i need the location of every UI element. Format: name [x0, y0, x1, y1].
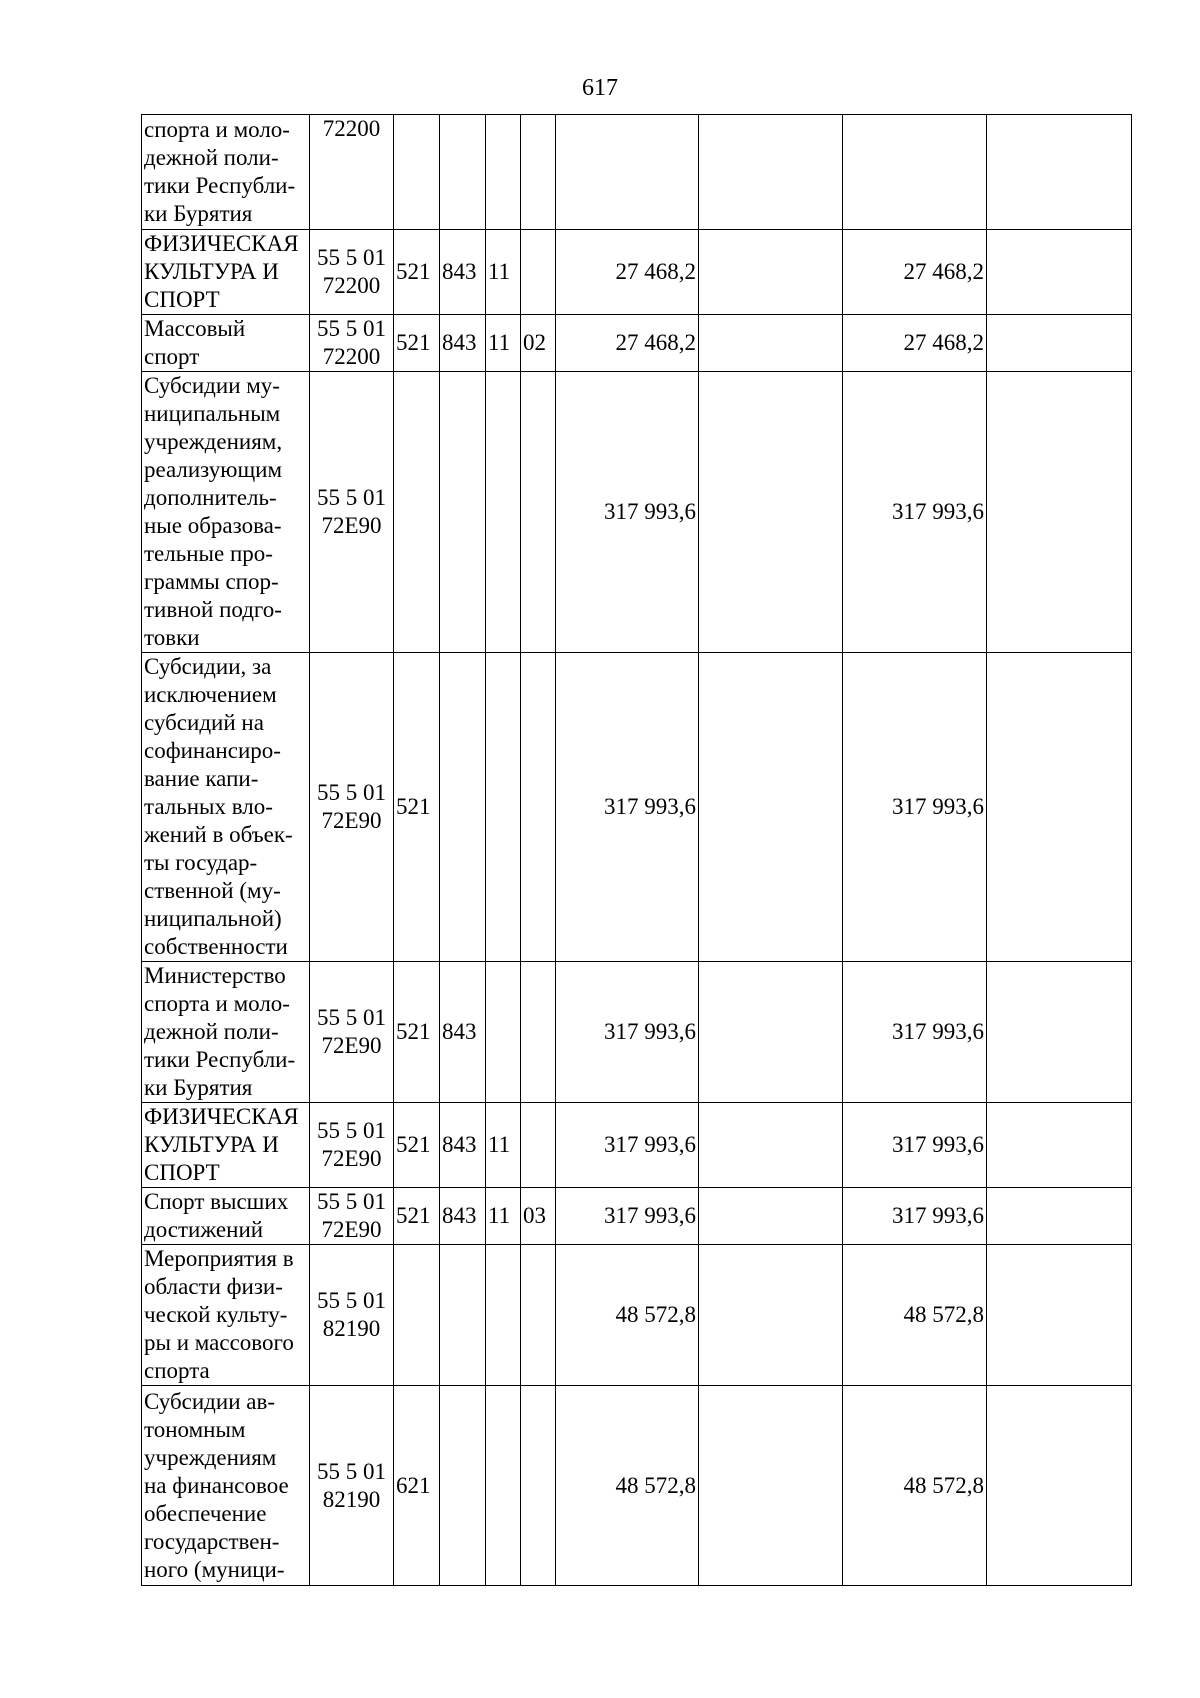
section-code-cell: 11 [486, 315, 521, 372]
expense-name-cell [142, 230, 310, 315]
expense-name-cell [142, 372, 310, 653]
section-code-cell [486, 115, 521, 230]
expense-name-line: учреждениям [144, 1444, 277, 1470]
subsection-code-cell [521, 372, 556, 653]
expense-name-cell [142, 1188, 310, 1245]
table-row [142, 315, 1132, 372]
expense-name-line: Спорт высших [144, 1189, 289, 1214]
amount-cell [699, 372, 843, 653]
target-code-cell [310, 1103, 394, 1188]
target-code-line: 82190 [322, 1486, 381, 1512]
amount-cell: 317 993,6 [556, 653, 699, 962]
expense-name-line: тономным [144, 1416, 246, 1442]
expense-name-line: на финансовое [144, 1472, 289, 1498]
section-code-cell: 11 [486, 1103, 521, 1188]
amount-cell [699, 230, 843, 315]
amount-cell: 317 993,6 [843, 1188, 987, 1245]
ministry-code-cell: 843 [440, 1188, 486, 1245]
expense-name-line: СПОРТ [144, 287, 220, 312]
target-code-cell [310, 1188, 394, 1245]
expense-type-cell [394, 115, 440, 230]
target-code-line: 55 5 01 [317, 780, 386, 805]
target-code-line: 55 5 01 [317, 1288, 386, 1313]
expense-name-line: тальных вло- [144, 794, 273, 819]
table-row [142, 230, 1132, 315]
expense-name-cell [142, 962, 310, 1103]
expense-name-line: ные образова- [144, 513, 282, 538]
expense-name-line: СПОРТ [144, 1160, 220, 1185]
expense-type-cell [394, 372, 440, 653]
ministry-code-cell [440, 115, 486, 230]
amount-cell [987, 230, 1132, 315]
table-row [142, 962, 1132, 1103]
amount-cell [987, 315, 1132, 372]
amount-cell: 27 468,2 [556, 230, 699, 315]
amount-cell [987, 1245, 1132, 1386]
amount-cell [699, 1386, 843, 1586]
expense-name-line: тики Республи- [144, 1047, 296, 1072]
expense-name-line: КУЛЬТУРА И [144, 259, 279, 284]
target-code-line: 55 5 01 [317, 245, 386, 270]
amount-cell: 27 468,2 [556, 315, 699, 372]
expense-name-line: спорта и моло- [144, 117, 290, 142]
amount-cell [987, 115, 1132, 230]
expense-name-line: спорта и моло- [144, 991, 290, 1016]
expense-name-line: обеспечение [144, 1500, 267, 1526]
subsection-code-cell [521, 115, 556, 230]
table-row [142, 1386, 1132, 1586]
expense-name-line: реализующим [144, 457, 283, 482]
amount-cell [987, 962, 1132, 1103]
amount-cell [987, 1103, 1132, 1188]
ministry-code-cell: 843 [440, 315, 486, 372]
target-code-cell [310, 115, 394, 230]
target-code-cell [310, 1245, 394, 1386]
amount-cell [699, 1103, 843, 1188]
expense-name-line: области физи- [144, 1274, 283, 1299]
target-code-cell [310, 372, 394, 653]
expense-name-line: тики Республи- [144, 173, 296, 198]
expense-type-cell: 521 [394, 1188, 440, 1245]
expense-name-line: учреждениям, [144, 429, 283, 454]
table-row [142, 1188, 1132, 1245]
expense-name-line: Мероприятия в [144, 1246, 294, 1271]
target-code-line: 72E90 [321, 513, 382, 538]
ministry-code-cell [440, 653, 486, 962]
target-code-line: 55 5 01 [317, 1005, 386, 1030]
target-code-line: 55 5 01 [317, 316, 386, 341]
expense-name-line: ки Бурятия [144, 1075, 253, 1100]
expense-name-line: жений в объек- [144, 822, 293, 847]
expense-name-cell [142, 1103, 310, 1188]
section-code-cell [486, 372, 521, 653]
expense-name-line: дежной поли- [144, 145, 279, 170]
expense-name-cell [142, 653, 310, 962]
table-body [142, 115, 1132, 1586]
section-code-cell: 11 [486, 230, 521, 315]
expense-name-cell [142, 1245, 310, 1386]
amount-cell [699, 115, 843, 230]
ministry-code-cell: 843 [440, 230, 486, 315]
expense-name-line: товки [144, 625, 200, 650]
expense-name-line: исключением [144, 682, 277, 707]
expense-name-line: тельные про- [144, 541, 273, 566]
section-code-cell [486, 653, 521, 962]
amount-cell [987, 653, 1132, 962]
amount-cell: 27 468,2 [843, 230, 987, 315]
expense-name-line: дополнитель- [144, 485, 277, 510]
amount-cell: 317 993,6 [843, 962, 987, 1103]
expense-name-line: Субсидии ав- [144, 1388, 275, 1414]
ministry-code-cell [440, 372, 486, 653]
expense-name-line: КУЛЬТУРА И [144, 1132, 279, 1157]
section-code-cell [486, 962, 521, 1103]
amount-cell: 48 572,8 [843, 1386, 987, 1586]
expense-name-line: субсидий на [144, 710, 264, 735]
target-code-line: 72E90 [321, 1217, 382, 1242]
amount-cell: 317 993,6 [556, 1188, 699, 1245]
target-code-line: 55 5 01 [317, 1458, 386, 1484]
expense-name-line: ственной (му- [144, 878, 281, 903]
expense-name-line: Министерство [144, 963, 286, 988]
amount-cell [699, 653, 843, 962]
target-code-line: 72E90 [321, 1033, 382, 1058]
subsection-code-cell [521, 962, 556, 1103]
expense-name-cell [142, 315, 310, 372]
expense-name-line: собственности [144, 934, 288, 959]
target-code-line: 72200 [322, 116, 381, 141]
amount-cell [987, 372, 1132, 653]
expense-name-line: ФИЗИЧЕСКАЯ [144, 1104, 299, 1129]
amount-cell: 48 572,8 [843, 1245, 987, 1386]
ministry-code-cell [440, 1245, 486, 1386]
expense-name-line: Массовый [144, 316, 246, 341]
section-code-cell [486, 1386, 521, 1586]
amount-cell: 317 993,6 [843, 1103, 987, 1188]
expense-type-cell: 621 [394, 1386, 440, 1586]
amount-cell [987, 1188, 1132, 1245]
target-code-line: 72E90 [321, 1146, 382, 1171]
expense-name-cell [142, 1386, 310, 1586]
expense-name-line: ниципальной) [144, 906, 282, 931]
expense-type-cell [394, 1245, 440, 1386]
target-code-cell [310, 653, 394, 962]
amount-cell [987, 1386, 1132, 1586]
budget-table [141, 114, 1132, 1586]
amount-cell [699, 315, 843, 372]
expense-name-line: ки Бурятия [144, 201, 253, 226]
target-code-cell [310, 962, 394, 1103]
subsection-code-cell [521, 1386, 556, 1586]
amount-cell [556, 115, 699, 230]
expense-name-cell [142, 115, 310, 230]
expense-name-line: ческой культу- [144, 1302, 288, 1327]
target-code-line: 55 5 01 [317, 1189, 386, 1214]
expense-name-line: спорт [144, 344, 200, 369]
expense-name-line: граммы спор- [144, 569, 279, 594]
amount-cell: 317 993,6 [556, 372, 699, 653]
subsection-code-cell [521, 1103, 556, 1188]
target-code-line: 55 5 01 [317, 485, 386, 510]
expense-name-line: Субсидии му- [144, 373, 280, 398]
amount-cell [699, 962, 843, 1103]
expense-name-line: Субсидии, за [144, 654, 272, 679]
target-code-cell [310, 230, 394, 315]
table-row [142, 653, 1132, 962]
amount-cell: 317 993,6 [843, 372, 987, 653]
ministry-code-cell: 843 [440, 962, 486, 1103]
subsection-code-cell [521, 1245, 556, 1386]
expense-name-line: ниципальным [144, 401, 281, 426]
expense-name-line: софинансиро- [144, 738, 281, 763]
amount-cell: 27 468,2 [843, 315, 987, 372]
table-row [142, 372, 1132, 653]
expense-name-line: ры и массового [144, 1330, 294, 1355]
target-code-cell [310, 315, 394, 372]
expense-name-line: государствен- [144, 1528, 280, 1554]
expense-name-line: ФИЗИЧЕСКАЯ [144, 231, 299, 256]
expense-type-cell: 521 [394, 1103, 440, 1188]
amount-cell: 317 993,6 [556, 962, 699, 1103]
expense-name-line: ного (муници- [144, 1556, 285, 1582]
expense-type-cell: 521 [394, 315, 440, 372]
subsection-code-cell [521, 230, 556, 315]
ministry-code-cell [440, 1386, 486, 1586]
page-number: 617 [582, 75, 618, 101]
section-code-cell [486, 1245, 521, 1386]
target-code-cell [310, 1386, 394, 1586]
expense-type-cell: 521 [394, 653, 440, 962]
target-code-line: 72200 [322, 273, 381, 298]
section-code-cell: 11 [486, 1188, 521, 1245]
target-code-line: 72200 [322, 344, 381, 369]
expense-name-line: тивной подго- [144, 597, 282, 622]
subsection-code-cell: 03 [521, 1188, 556, 1245]
expense-type-cell: 521 [394, 962, 440, 1103]
target-code-line: 82190 [322, 1316, 381, 1341]
table-row [142, 115, 1132, 230]
expense-name-line: спорта [144, 1358, 210, 1383]
subsection-code-cell [521, 653, 556, 962]
target-code-line: 55 5 01 [317, 1118, 386, 1143]
amount-cell [699, 1245, 843, 1386]
ministry-code-cell: 843 [440, 1103, 486, 1188]
subsection-code-cell: 02 [521, 315, 556, 372]
table-row [142, 1245, 1132, 1386]
amount-cell [843, 115, 987, 230]
amount-cell: 48 572,8 [556, 1245, 699, 1386]
amount-cell: 317 993,6 [556, 1103, 699, 1188]
expense-type-cell: 521 [394, 230, 440, 315]
amount-cell: 48 572,8 [556, 1386, 699, 1586]
expense-name-line: ты государ- [144, 850, 258, 875]
amount-cell [699, 1188, 843, 1245]
expense-name-line: достижений [144, 1217, 264, 1242]
expense-name-line: дежной поли- [144, 1019, 279, 1044]
target-code-line: 72E90 [321, 808, 382, 833]
table-row [142, 1103, 1132, 1188]
expense-name-line: вание капи- [144, 766, 259, 791]
amount-cell: 317 993,6 [843, 653, 987, 962]
